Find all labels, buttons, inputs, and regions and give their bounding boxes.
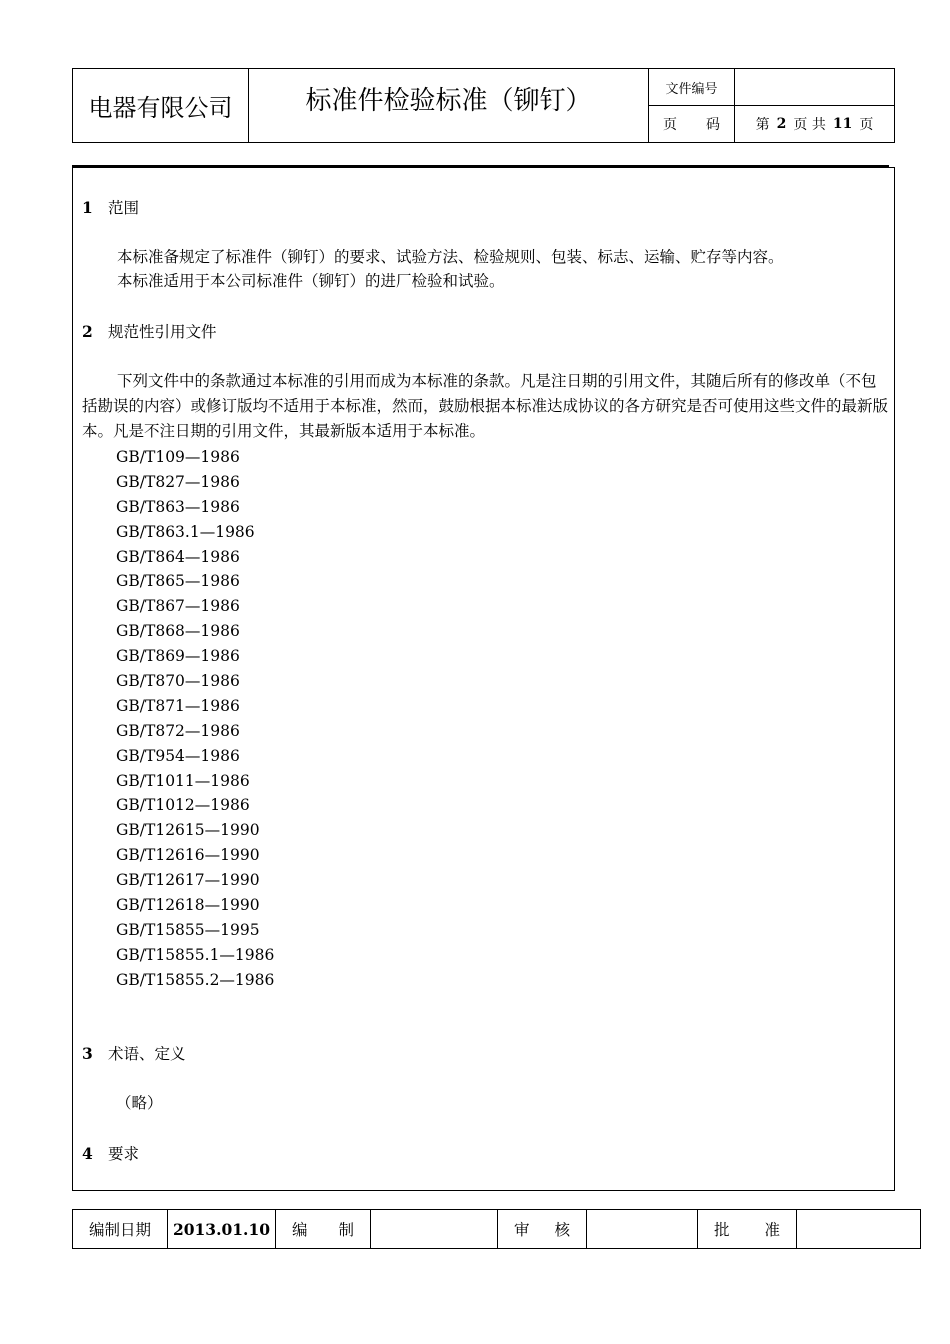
page-current: 2 [776,116,787,132]
review-label [498,1210,587,1248]
reference-item: GB/T827—1986 [116,472,240,491]
section-2-paragraph: 下列文件中的条款通过本标准的引用而成为本标准的条款。凡是注日期的引用文件，其随后所有的修改单（不包括勘误的内容）或修订版均不适用于本标准，然而，鼓励根据本标准达成协议的各方研究是否可使用这些文件的最新版本。凡是不注日期的引用文件，其最新版本适用于本标准。 [82,372,889,440]
section-3-body: （略） [116,1094,163,1112]
approve-value [797,1210,920,1248]
reference-item: GB/T865—1986 [116,572,240,591]
page-total: 11 [832,116,853,132]
reference-item: GB/T15855.2—1986 [116,970,275,989]
date-label: 编制日期 [73,1210,168,1248]
approve-label-char-1: 批 [714,1221,730,1239]
date-value: 2013.01.10 [168,1210,276,1248]
prepared-label [276,1210,371,1248]
approve-label [698,1210,797,1248]
section-1-heading [82,195,139,221]
reference-item: GB/T1011—1986 [116,771,250,790]
section-title: 规范性引用文件 [108,323,217,341]
doc-number-label: 文件编号 [649,69,735,106]
signoff-table [72,1209,921,1249]
document-header [72,68,895,143]
reference-item: GB/T1012—1986 [116,796,250,815]
company-name: 电器有限公司 [73,69,249,142]
reference-item: GB/T15855—1995 [116,920,260,939]
reference-item: GB/T12615—1990 [116,821,260,840]
reference-item: GB/T109—1986 [116,448,240,466]
prepared-label-char-1: 编 [292,1221,308,1239]
section-number: 1 [82,198,93,217]
reference-item: GB/T15855.1—1986 [116,945,275,964]
review-value [587,1210,698,1248]
page-info-middle: 页 共 [793,117,826,133]
reference-item: GB/T868—1986 [116,622,240,641]
section-number: 4 [82,1144,93,1163]
section-title: 范围 [108,199,140,217]
section-number: 2 [82,322,93,341]
content-box [72,167,895,1191]
page-info-prefix: 第 [755,117,770,133]
section-number: 3 [82,1044,93,1063]
reference-item: GB/T871—1986 [116,696,240,715]
reference-item: GB/T12616—1990 [116,846,260,865]
section-4-heading [82,1141,139,1167]
page-info-suffix: 页 [859,117,874,133]
reference-item: GB/T869—1986 [116,647,240,666]
review-label-char-1: 审 [514,1221,530,1239]
page-info [735,106,894,142]
reference-item: GB/T864—1986 [116,547,240,566]
prepared-value [371,1210,498,1248]
reference-item: GB/T954—1986 [116,746,240,765]
page-label-char-2: 码 [706,117,720,133]
reference-item: GB/T12618—1990 [116,896,260,915]
review-label-char-2: 核 [554,1221,570,1239]
prepared-label-char-2: 制 [338,1221,354,1239]
section-title: 术语、定义 [108,1045,186,1063]
reference-item: GB/T867—1986 [116,597,240,616]
section-2-heading [82,319,217,345]
section-3-heading [82,1041,186,1067]
section-1-paragraph-1: 本标准备规定了标准件（铆钉）的要求、试验方法、检验规则、包装、标志、运输、贮存等内容。 [117,248,784,266]
doc-number-value [735,69,894,106]
reference-item: GB/T870—1986 [116,672,240,691]
reference-item: GB/T863.1—1986 [116,522,255,541]
section-title: 要求 [108,1145,140,1163]
reference-list [116,445,274,993]
document-title: 标准件检验标准（铆钉） [249,69,649,142]
page-label-char-1: 页 [663,117,677,133]
section-1-paragraph-2: 本标准适用于本公司标准件（铆钉）的进厂检验和试验。 [117,272,505,290]
reference-item: GB/T872—1986 [116,721,240,740]
page-label [649,106,735,142]
reference-item: GB/T12617—1990 [116,871,260,890]
reference-item: GB/T863—1986 [116,497,240,516]
approve-label-char-2: 准 [764,1221,780,1239]
